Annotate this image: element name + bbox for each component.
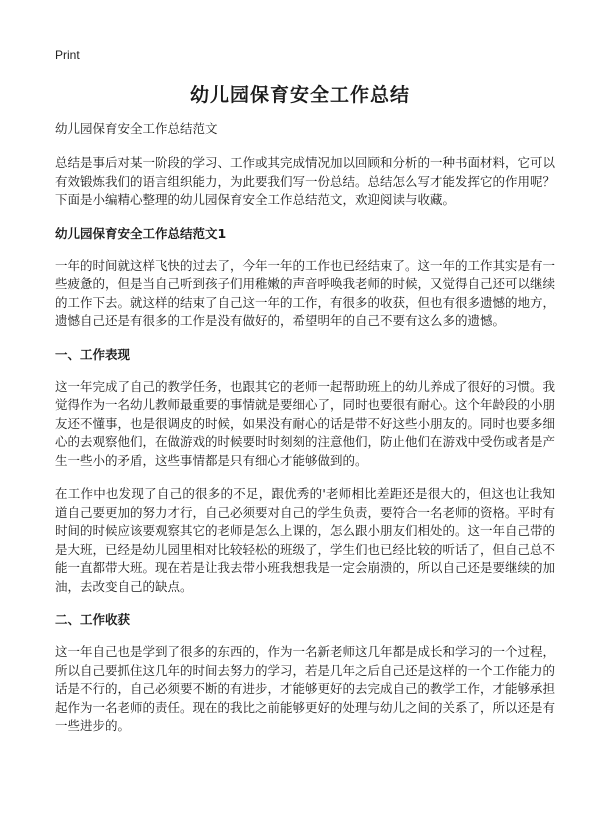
- performance-paragraph-2: 在工作中也发现了自己的很多的不足，跟优秀的'老师相比差距还是很大的，但这也让我知道自己要更加的努力才行，自己必须要对自己的学生负责，要符合一名老师的资格。平时有时间的时候应该要观察其它的老师是怎么上课的，怎么跟小朋友们相处的。这一年自己带的是大班，已经是幼儿园里相对比较轻松的班级了，学生们也已经比较的听话了，但自己总不能一直都带大班。现在若是让我去带小班我想我是一定会崩溃的，所以自己还是要继续的加油，去改变自己的缺点。: [55, 486, 556, 594]
- print-link[interactable]: Print: [55, 48, 80, 62]
- sample-paragraph: 一年的时间就这样飞快的过去了，今年一年的工作也已经结束了。这一年的工作其实是有一些疲惫的，但是当自己听到孩子们用稚嫩的声音呼唤我老师的时候，又觉得自己还可以继续的工作下去。就这样的结束了自己这一年的工作，有很多的收获，但也有很多遗憾的地方，遗憾自己还是有很多的工作是没有做好的，希望明年的自己不要有这么多的遗憾。: [55, 257, 556, 328]
- page-title: 幼儿园保育安全工作总结: [189, 84, 410, 106]
- section-heading-performance: 一、工作表现: [55, 346, 131, 362]
- gains-paragraph: 这一年自己也是学到了很多的东西的，作为一名新老师这几年都是成长和学习的一个过程，所以自己要抓住这几年的时间去努力的学习，若是几年之后自己还是这样的一个工作能力的话是不行的，自己必须要不断的有进步，才能够更好的去完成自己的教学工作，才能够承担起作为一名老师的责任。现在的我比之前能够更好的处理与幼儿之间的关系了，所以还是有一些进步的。: [55, 644, 556, 733]
- document-body: [55, 120, 555, 751]
- section-heading-gains: 二、工作收获: [55, 612, 131, 627]
- sample-heading: 幼儿园保育安全工作总结范文1: [55, 225, 227, 241]
- intro-paragraph: 总结是事后对某一阶段的学习、工作或其完成情况加以回顾和分析的一种书面材料，它可以有效锻炼我们的语言组织能力，为此要我们写一份总结。总结怎么写才能发挥它的作用呢？下面是小编精心整理的幼儿园保育安全工作总结范文，欢迎阅读与收藏。: [55, 155, 556, 207]
- document-subtitle: 幼儿园保育安全工作总结范文: [55, 121, 218, 136]
- performance-paragraph-1: 这一年完成了自己的教学任务，也跟其它的老师一起帮助班上的幼儿养成了很好的习惯。我觉得作为一名幼儿教师最重要的事情就是要细心了，同时也要很有耐心。这个年龄段的小朋友还不懂事，也是很调皮的时候，如果没有耐心的话是带不好这些小朋友的。同时也要多细心的去观察他们，在做游戏的时候要时时刻刻的注意他们，防止他们在游戏中受伤或者是产生一些小的矛盾，这些事情都是只有细心才能够做到的。: [55, 378, 556, 468]
